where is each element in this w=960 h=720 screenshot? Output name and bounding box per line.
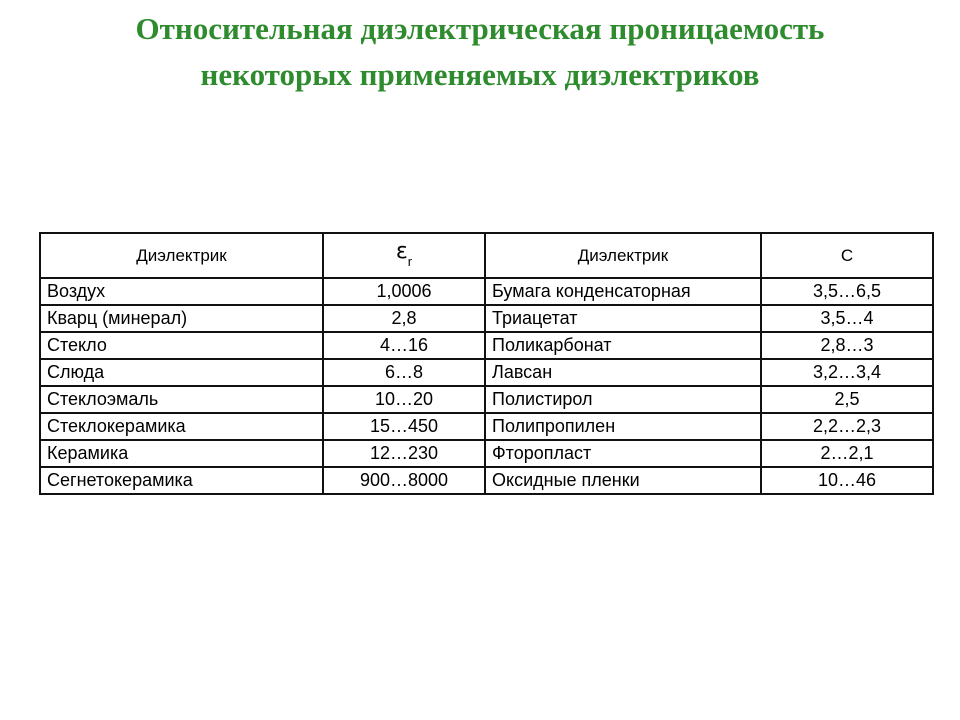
permittivity-value: 900…8000	[323, 467, 485, 494]
dielectric-name-left: Кварц (минерал)	[40, 305, 323, 332]
c-value: 2,2…2,3	[761, 413, 933, 440]
page-title-line-1: Относительная диэлектрическая проницаемость	[135, 11, 825, 46]
table-row	[40, 440, 933, 467]
c-value: 2,5	[761, 386, 933, 413]
table-row	[40, 467, 933, 494]
dielectric-name-left: Сегнетокерамика	[40, 467, 323, 494]
dielectric-table	[39, 232, 934, 495]
dielectric-table-container	[39, 232, 932, 495]
dielectric-name-right: Бумага конденсаторная	[485, 278, 761, 305]
header-dielectric-right: Диэлектрик	[485, 233, 761, 278]
header-permittivity	[323, 233, 485, 278]
dielectric-name-left: Воздух	[40, 278, 323, 305]
dielectric-name-right: Оксидные пленки	[485, 467, 761, 494]
dielectric-name-left: Слюда	[40, 359, 323, 386]
table-body	[40, 278, 933, 494]
permittivity-value: 1,0006	[323, 278, 485, 305]
dielectric-name-left: Стекло	[40, 332, 323, 359]
c-value: 3,5…4	[761, 305, 933, 332]
dielectric-name-right: Полистирол	[485, 386, 761, 413]
dielectric-name-right: Полипропилен	[485, 413, 761, 440]
epsilon-symbol: ε	[395, 239, 408, 264]
permittivity-value: 2,8	[323, 305, 485, 332]
permittivity-value: 4…16	[323, 332, 485, 359]
header-c: С	[761, 233, 933, 278]
page-title-line-2: некоторых применяемых диэлектриков	[200, 57, 760, 92]
dielectric-name-left: Стеклокерамика	[40, 413, 323, 440]
table-row	[40, 278, 933, 305]
header-dielectric-left: Диэлектрик	[40, 233, 323, 278]
table-row	[40, 359, 933, 386]
dielectric-name-right: Поликарбонат	[485, 332, 761, 359]
permittivity-value: 10…20	[323, 386, 485, 413]
dielectric-name-left: Стеклоэмаль	[40, 386, 323, 413]
table-row	[40, 305, 933, 332]
table-row	[40, 413, 933, 440]
table-row	[40, 332, 933, 359]
dielectric-name-right: Триацетат	[485, 305, 761, 332]
c-value: 10…46	[761, 467, 933, 494]
table-row	[40, 386, 933, 413]
permittivity-value: 15…450	[323, 413, 485, 440]
permittivity-value: 12…230	[323, 440, 485, 467]
dielectric-name-left: Керамика	[40, 440, 323, 467]
dielectric-name-right: Лавсан	[485, 359, 761, 386]
page-title	[0, 6, 960, 98]
c-value: 2,8…3	[761, 332, 933, 359]
dielectric-name-right: Фторопласт	[485, 440, 761, 467]
c-value: 3,5…6,5	[761, 278, 933, 305]
c-value: 2…2,1	[761, 440, 933, 467]
c-value: 3,2…3,4	[761, 359, 933, 386]
epsilon-subscript: r	[407, 254, 413, 269]
table-header-row	[40, 233, 933, 278]
permittivity-value: 6…8	[323, 359, 485, 386]
